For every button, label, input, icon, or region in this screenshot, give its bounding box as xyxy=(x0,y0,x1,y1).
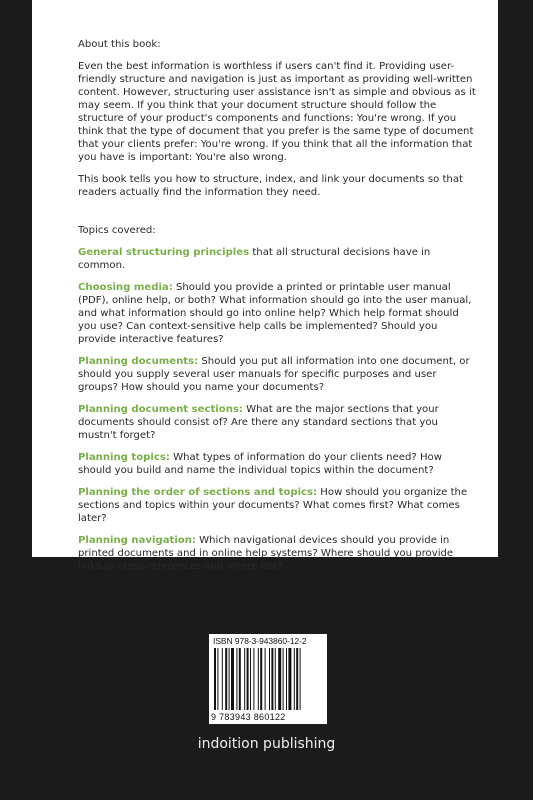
about-paragraph: Even the best information is worthless if users can't find it. Providing user-friendly structure and navigation is just as important as providing well-written content. However, structuring user assistance isn't as simple and obvious as it may seem. If you think that your document structure should follow the structure of your product's components and functions: You're wrong. If you think that the type of document that you prefer is the same type of document that your clients prefer: You're wrong. If you think that all the information that you have is important: You're also wrong. xyxy=(78,61,476,163)
topic-text: What types of information do your clients need? How should you build and name the individual topics within the document? xyxy=(78,452,442,476)
topic-text: Which navigational devices should you provide in printed documents and in online help systems? Where should you provide links or cross-references and where not? xyxy=(78,535,454,572)
about-heading: About this book: xyxy=(78,39,161,50)
topic-text: Should you put all information into one document, or should you supply several user manuals for specific purposes and user groups? How should you name your documents? xyxy=(78,356,470,393)
topics-heading: Topics covered: xyxy=(78,225,156,236)
topic-title: General structuring principles xyxy=(78,247,250,258)
topic-text: How should you organize the sections and topics within your documents? What comes first? What comes later? xyxy=(78,487,468,524)
isbn-label: ISBN 978-3-943860-12-2 xyxy=(213,636,307,646)
topic-item xyxy=(78,451,476,477)
description-panel xyxy=(32,0,498,572)
topic-title: Planning the order of sections and topics: xyxy=(78,487,318,498)
barcode-digits: 9 783943 860122 xyxy=(211,712,286,722)
spacer xyxy=(78,208,476,224)
topic-item xyxy=(78,534,476,573)
topic-item xyxy=(78,281,476,346)
topic-item xyxy=(78,403,476,442)
topic-item xyxy=(78,355,476,394)
topic-title: Planning topics: xyxy=(78,452,170,463)
topic-item xyxy=(78,246,476,272)
topic-text: What are the major sections that your documents should consist of? Are there any standard sections that you mustn't forget? xyxy=(78,404,439,441)
topic-title: Planning documents: xyxy=(78,356,199,367)
topic-text: Should you provide a printed or printable user manual (PDF), online help, or both? What information should go into the user manual, and what information should go into online help? Which help format should you use? Can context-sensitive help calls be implemented? Should you provide interactive features? xyxy=(78,282,472,345)
publisher-name: indoition publishing xyxy=(197,736,336,752)
topic-title: Choosing media: xyxy=(78,282,173,293)
summary-paragraph: This book tells you how to structure, index, and link your documents so that readers actually find the information they need. xyxy=(78,174,463,198)
topic-text: that all structural decisions have in common. xyxy=(78,247,431,271)
topic-item xyxy=(78,486,476,525)
isbn-barcode xyxy=(209,634,327,724)
topic-title: Planning navigation: xyxy=(78,535,196,546)
barcode-icon xyxy=(213,648,323,712)
topic-title: Planning document sections: xyxy=(78,404,243,415)
